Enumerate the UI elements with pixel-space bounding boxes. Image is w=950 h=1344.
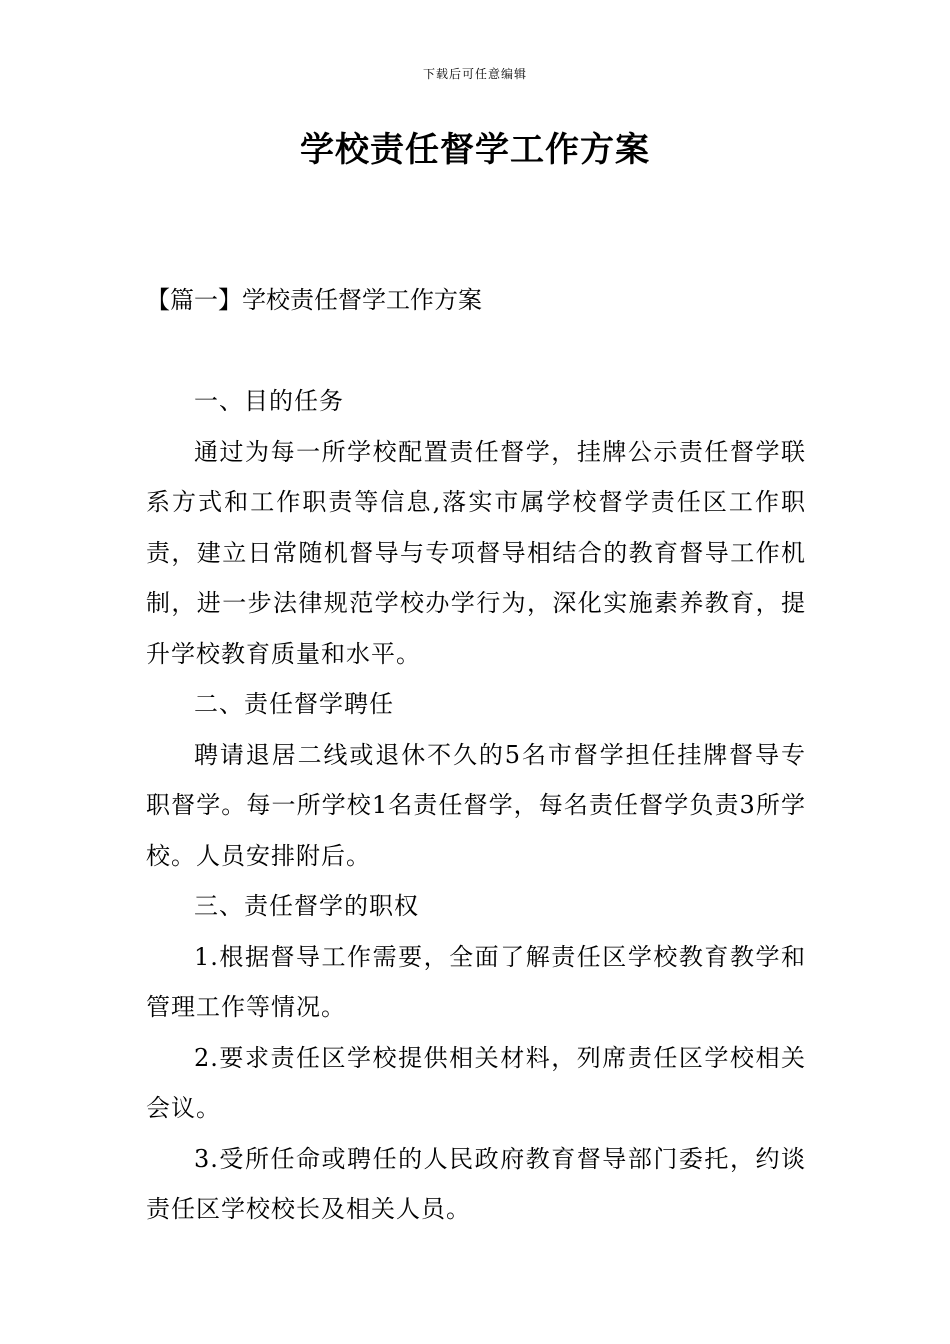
heading-purpose: 一、目的任务 [194, 387, 344, 415]
heading-authority: 三、责任督学的职权 [194, 892, 419, 920]
paragraph-authority-1: 1.根据督导工作需要，全面了解责任区学校教育教学和管理工作等情况。 [146, 942, 806, 1021]
heading-appointment: 二、责任督学聘任 [194, 690, 394, 718]
paragraph-purpose: 通过为每一所学校配置责任督学，挂牌公示责任督学联系方式和工作职责等信息,落实市属学校督学责任区工作职责，建立日常随机督导与专项督导相结合的教育督导工作机制，进一步法律规范学校办学行为，深化实施素养教育，提升学校教育质量和水平。 [146, 437, 806, 668]
section-title: 【篇一】学校责任督学工作方案 [146, 286, 482, 314]
header-note: 下载后可任意编辑 [422, 67, 527, 81]
document-body [146, 376, 806, 1235]
document-title: 学校责任督学工作方案 [300, 130, 650, 170]
paragraph-appointment: 聘请退居二线或退休不久的5名市督学担任挂牌督导专职督学。每一所学校1名责任督学，每名责任督学负责3所学校。人员安排附后。 [146, 740, 806, 870]
paragraph-authority-3: 3.受所任命或聘任的人民政府教育督导部门委托，约谈责任区学校校长及相关人员。 [146, 1144, 806, 1223]
paragraph-authority-2: 2.要求责任区学校提供相关材料，列席责任区学校相关会议。 [146, 1043, 806, 1122]
